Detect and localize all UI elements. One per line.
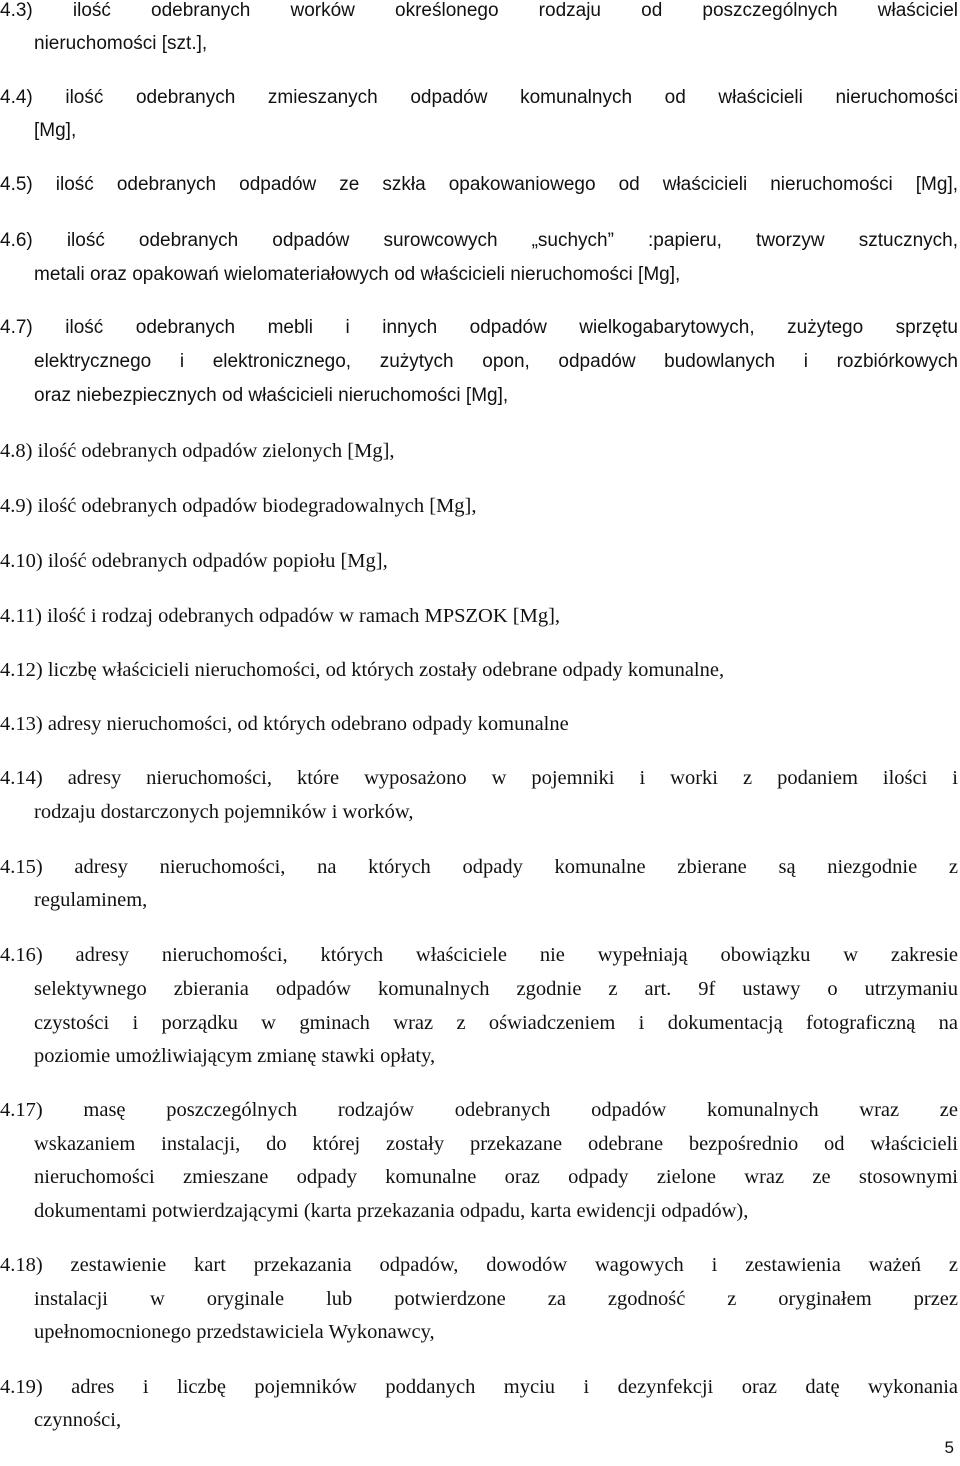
item-line: 4.3) ilość odebranych worków określonego rodzaju od poszczególnych właściciel (0, 0, 958, 21)
item-line: 4.13) adresy nieruchomości, od których odebrano odpady komunalne (0, 713, 569, 735)
item-line: nieruchomości [szt.], (34, 33, 208, 54)
item-line: 4.16) adresy nieruchomości, których właściciele nie wypełniają obowiązku w zakresie (0, 944, 958, 966)
item-line: dokumentami potwierdzającymi (karta przekazania odpadu, karta ewidencji odpadów), (34, 1200, 749, 1222)
item-line: [Mg], (34, 120, 77, 141)
item-line: elektrycznego i elektronicznego, zużytych opon, odpadów budowlanych i rozbiórkowych (34, 351, 958, 372)
item-line: instalacji w oryginale lub potwierdzone za zgodność z oryginałem przez (34, 1288, 958, 1310)
item-line: 4.12) liczbę właścicieli nieruchomości, od których zostały odebrane odpady komunalne, (0, 659, 725, 681)
item-line: poziomie umożliwiającym zmianę stawki opłaty, (34, 1045, 436, 1067)
item-line: oraz niebezpiecznych od właścicieli nieruchomości [Mg], (34, 385, 509, 406)
item-line: upełnomocnionego przedstawiciela Wykonawcy, (34, 1321, 435, 1343)
item-line: selektywnego zbierania odpadów komunalnych zgodnie z art. 9f ustawy o utrzymaniu (34, 978, 958, 1000)
item-line: czystości i porządku w gminach wraz z oświadczeniem i dokumentacją fotograficzną na (34, 1012, 958, 1034)
item-line: nieruchomości zmieszane odpady komunalne oraz odpady zielone wraz ze stosownymi (34, 1166, 958, 1188)
item-line: 4.6) ilość odebranych odpadów surowcowych „suchych” :papieru, tworzyw sztucznych, (0, 230, 958, 251)
item-line: 4.14) adresy nieruchomości, które wyposażono w pojemniki i worki z podaniem ilości i (0, 767, 958, 789)
item-line: wskazaniem instalacji, do której zostały przekazane odebrane bezpośrednio od właścicieli (34, 1133, 958, 1155)
item-line: 4.5) ilość odebranych odpadów ze szkła opakowaniowego od właścicieli nieruchomości [Mg], (0, 174, 958, 195)
item-line: czynności, (34, 1409, 122, 1431)
item-line: 4.10) ilość odebranych odpadów popiołu [Mg], (0, 550, 388, 572)
item-line: 4.18) zestawienie kart przekazania odpadów, dowodów wagowych i zestawienia ważeń z (0, 1254, 958, 1276)
item-line: metali oraz opakowań wielomateriałowych od właścicieli nieruchomości [Mg], (34, 264, 681, 285)
item-line: 4.15) adresy nieruchomości, na których odpady komunalne zbierane są niezgodnie z (0, 856, 958, 878)
item-line: 4.11) ilość i rodzaj odebranych odpadów w ramach MPSZOK [Mg], (0, 605, 561, 627)
item-line: regulaminem, (34, 889, 148, 911)
item-line: rodzaju dostarczonych pojemników i worków, (34, 801, 414, 823)
item-line: 4.9) ilość odebranych odpadów biodegradowalnych [Mg], (0, 495, 477, 517)
item-line: 4.8) ilość odebranych odpadów zielonych [Mg], (0, 440, 395, 462)
item-line: 4.4) ilość odebranych zmieszanych odpadów komunalnych od właścicieli nieruchomości (0, 87, 958, 108)
page-number: 5 (944, 1438, 954, 1457)
item-line: 4.17) masę poszczególnych rodzajów odebranych odpadów komunalnych wraz ze (0, 1099, 958, 1121)
item-line: 4.19) adres i liczbę pojemników poddanych myciu i dezynfekcji oraz datę wykonania (0, 1376, 958, 1398)
item-line: 4.7) ilość odebranych mebli i innych odpadów wielkogabarytowych, zużytego sprzętu (0, 317, 958, 338)
